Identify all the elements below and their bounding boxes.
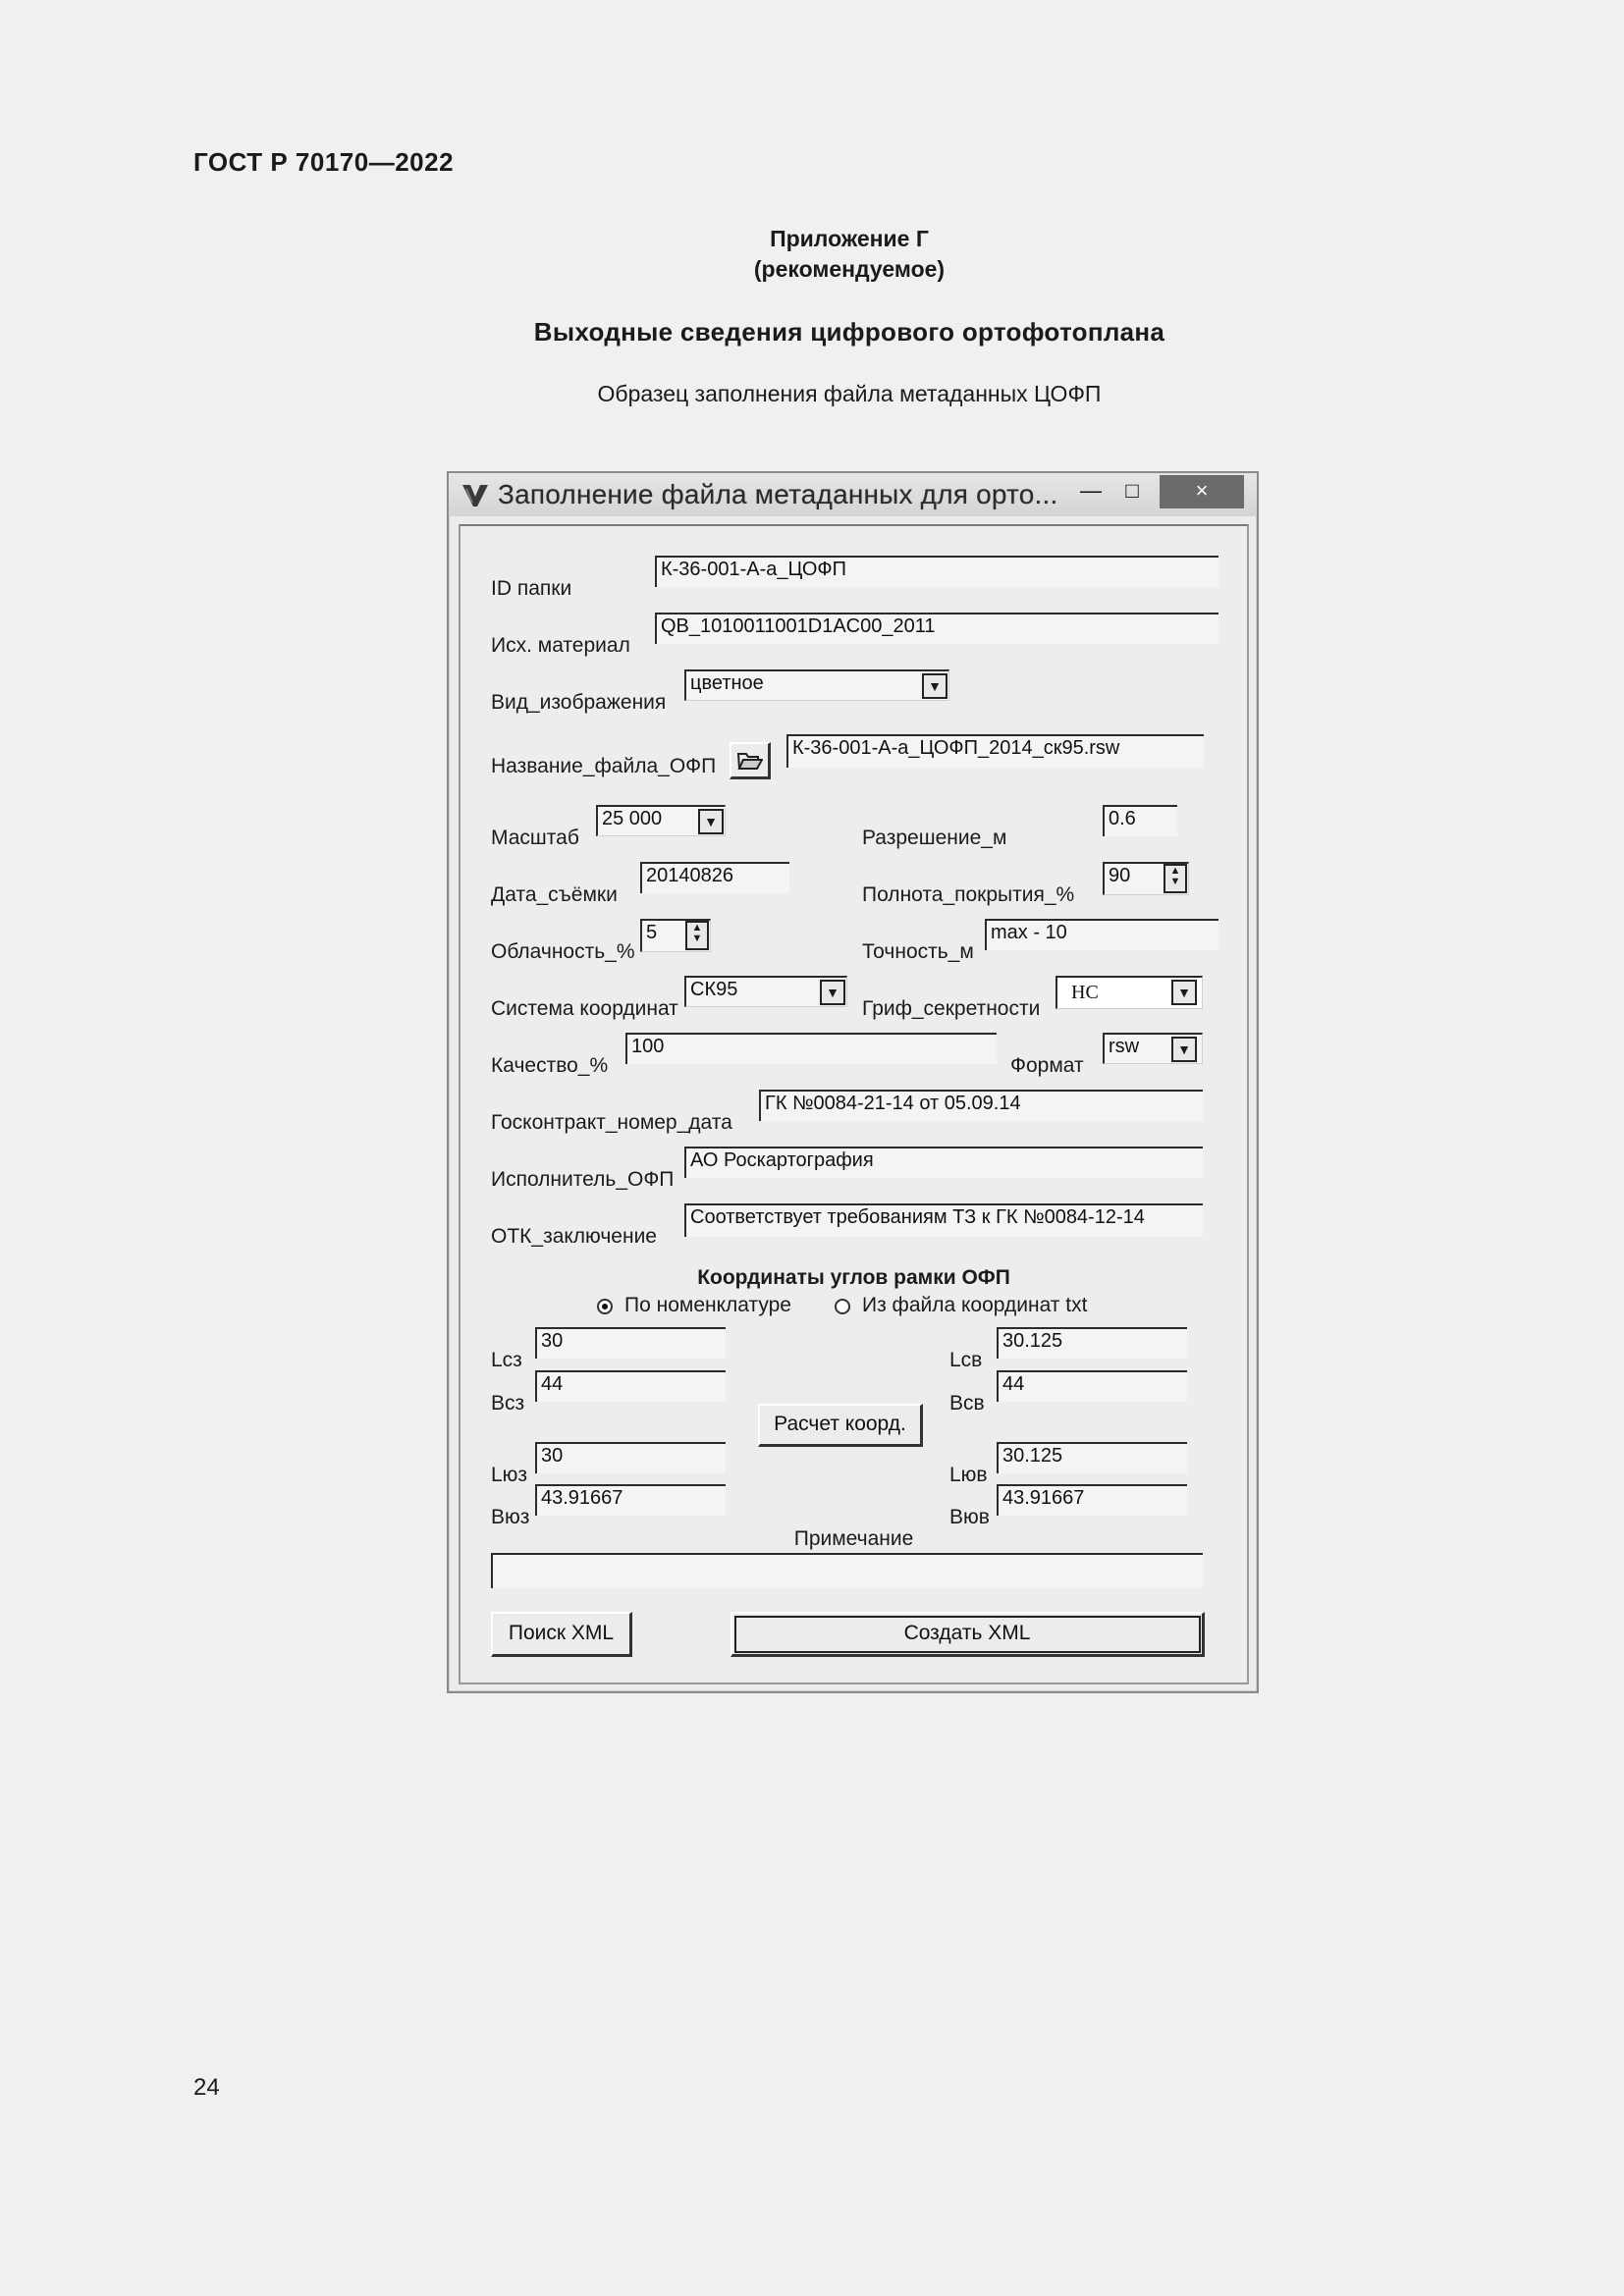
- annex-note: (рекомендуемое): [753, 256, 946, 282]
- lsv-input[interactable]: 30.125: [997, 1327, 1187, 1359]
- chevron-down-icon[interactable]: ▼: [922, 673, 947, 699]
- search-xml-button[interactable]: Поиск XML: [491, 1612, 632, 1657]
- buv-input[interactable]: 43.91667: [997, 1484, 1187, 1516]
- document-code: ГОСТ Р 70170—2022: [193, 147, 455, 177]
- secrecy-label: Гриф_секретности: [862, 997, 1041, 1020]
- sample-caption: Образец заполнения файла метаданных ЦОФП: [597, 381, 1102, 406]
- otk-input[interactable]: Соответствует требованиям ТЗ к ГК №0084-12-14: [684, 1203, 1203, 1237]
- buz-input[interactable]: 43.91667: [535, 1484, 726, 1516]
- luv-label: Lюв: [949, 1464, 988, 1486]
- format-select[interactable]: rsw: [1103, 1033, 1203, 1064]
- chevron-down-icon[interactable]: ▼: [1171, 980, 1197, 1005]
- folder-id-input[interactable]: К-36-001-А-а_ЦОФП: [655, 556, 1218, 587]
- coverage-label: Полнота_покрытия_%: [862, 883, 1075, 906]
- resolution-input[interactable]: 0.6: [1103, 805, 1177, 836]
- executor-label: Исполнитель_ОФП: [491, 1168, 675, 1191]
- buz-label: Bюз: [491, 1506, 530, 1528]
- spinner-arrows-icon[interactable]: ▲ ▼: [1164, 864, 1187, 893]
- luz-input[interactable]: 30: [535, 1442, 726, 1473]
- source-material-input[interactable]: QB_1010011001D1AC00_2011: [655, 613, 1218, 644]
- main-title: Выходные сведения цифрового ортофотоплана: [533, 317, 1165, 347]
- bsv-label: Bсв: [949, 1392, 985, 1415]
- annex-title: Приложение Г: [770, 226, 929, 251]
- cloudiness-label: Облачность_%: [491, 940, 635, 963]
- open-folder-button[interactable]: [730, 742, 771, 779]
- source-material-label: Исх. материал: [491, 634, 630, 657]
- radio-coord-file[interactable]: [835, 1299, 850, 1314]
- chevron-down-icon[interactable]: ▼: [1171, 1037, 1197, 1062]
- create-xml-button[interactable]: Создать XML: [731, 1612, 1205, 1657]
- image-type-select[interactable]: цветное: [684, 669, 949, 701]
- lsz-input[interactable]: 30: [535, 1327, 726, 1359]
- bsz-input[interactable]: 44: [535, 1370, 726, 1402]
- luv-input[interactable]: 30.125: [997, 1442, 1187, 1473]
- note-input[interactable]: [491, 1553, 1203, 1588]
- scale-select[interactable]: 25 000: [596, 805, 726, 836]
- folder-open-icon: [737, 751, 763, 771]
- accuracy-input[interactable]: max - 10: [985, 919, 1218, 950]
- quality-label: Качество_%: [491, 1054, 609, 1077]
- executor-input[interactable]: АО Роскартография: [684, 1147, 1203, 1178]
- bsz-label: Bсз: [491, 1392, 525, 1415]
- resolution-label: Разрешение_м: [862, 827, 1007, 849]
- chevron-down-icon[interactable]: ▼: [820, 980, 845, 1005]
- radio-nomenclature-label[interactable]: По номенклатуре: [624, 1294, 791, 1316]
- otk-label: ОТК_заключение: [491, 1225, 657, 1248]
- title-bar[interactable]: [449, 473, 1257, 516]
- file-name-label: Название_файла_ОФП: [491, 755, 717, 777]
- coord-system-select[interactable]: СК95: [684, 976, 847, 1007]
- coverage-spinner[interactable]: 90: [1103, 862, 1189, 895]
- format-label: Формат: [1010, 1054, 1084, 1077]
- radio-coord-file-label[interactable]: Из файла координат txt: [862, 1294, 1088, 1316]
- file-name-input[interactable]: К-36-001-А-а_ЦОФП_2014_ск95.rsw: [786, 734, 1204, 768]
- lsv-label: Lсв: [949, 1349, 983, 1371]
- coord-system-label: Система координат: [491, 997, 678, 1020]
- scale-label: Масштаб: [491, 827, 579, 849]
- buv-label: Bюв: [949, 1506, 990, 1528]
- window-title: Заполнение файла метаданных для орто...: [498, 479, 1058, 509]
- spinner-arrows-icon[interactable]: ▲ ▼: [685, 921, 709, 950]
- radio-nomenclature[interactable]: [597, 1299, 613, 1314]
- metadata-dialog: [447, 471, 1259, 1693]
- survey-date-input[interactable]: 20140826: [640, 862, 789, 893]
- bsv-input[interactable]: 44: [997, 1370, 1187, 1402]
- cloudiness-spinner[interactable]: 5: [640, 919, 711, 952]
- corners-section-title: Координаты углов рамки ОФП: [697, 1266, 1010, 1289]
- image-type-label: Вид_изображения: [491, 691, 667, 714]
- secrecy-select[interactable]: НС: [1056, 976, 1203, 1009]
- maximize-button[interactable]: □: [1125, 478, 1139, 503]
- lsz-label: Lсз: [491, 1349, 522, 1371]
- chevron-down-icon[interactable]: ▼: [698, 809, 724, 834]
- quality-input[interactable]: 100: [625, 1033, 997, 1064]
- app-icon: [460, 481, 490, 508]
- accuracy-label: Точность_м: [862, 940, 974, 963]
- minimize-button[interactable]: —: [1080, 478, 1102, 503]
- folder-id-label: ID папки: [491, 577, 572, 600]
- note-label: Примечание: [793, 1527, 914, 1550]
- contract-label: Госконтракт_номер_дата: [491, 1111, 732, 1134]
- contract-input[interactable]: ГК №0084-21-14 от 05.09.14: [759, 1090, 1203, 1121]
- form-area: [459, 524, 1249, 1684]
- page-number: 24: [193, 2074, 220, 2101]
- survey-date-label: Дата_съёмки: [491, 883, 618, 906]
- luz-label: Lюз: [491, 1464, 528, 1486]
- close-button[interactable]: ×: [1160, 475, 1244, 508]
- calculate-coords-button[interactable]: Расчет коорд.: [758, 1404, 923, 1447]
